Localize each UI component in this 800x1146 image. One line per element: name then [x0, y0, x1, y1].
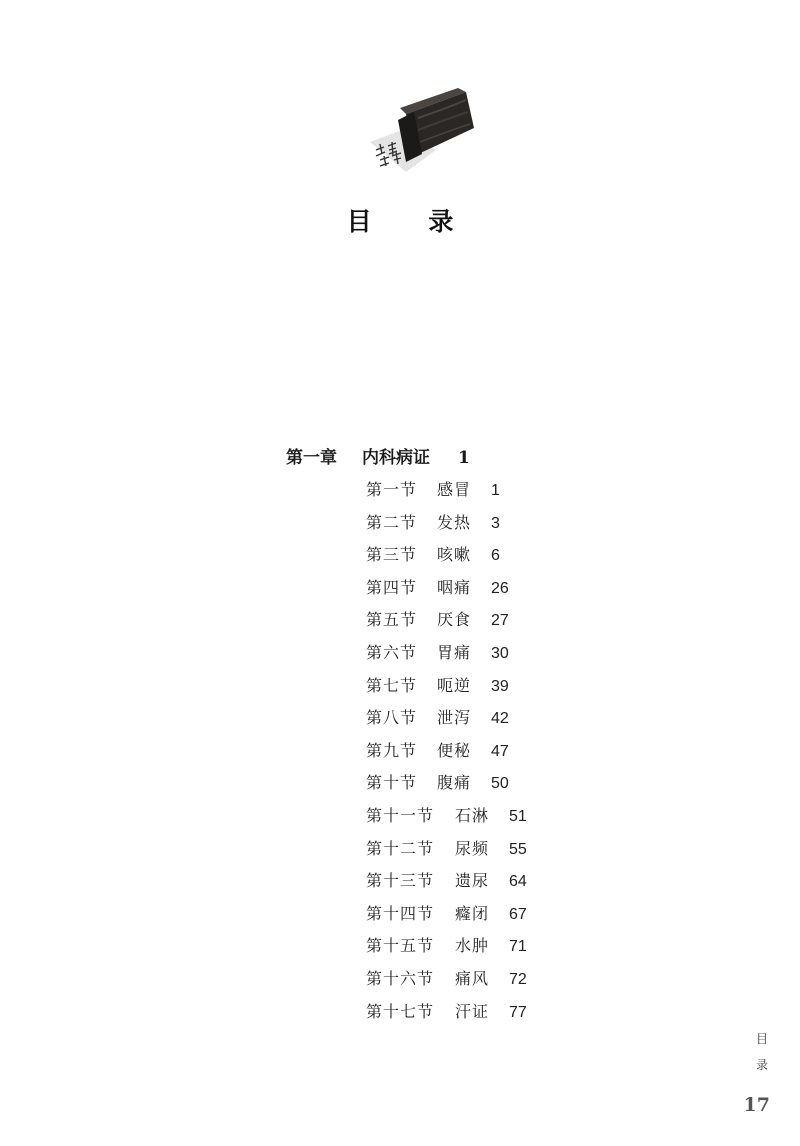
- section-number: 第三节: [366, 545, 418, 565]
- section-name: 便秘: [437, 740, 472, 760]
- chapter-page: 1: [458, 448, 470, 468]
- page-title: 目 录: [346, 207, 478, 236]
- section-number: 第九节: [366, 740, 418, 760]
- toc-section-entry[interactable]: [366, 833, 527, 866]
- toc-section-entry[interactable]: [366, 735, 527, 768]
- section-name: 咳嗽: [437, 545, 472, 565]
- section-page: 72: [509, 970, 527, 988]
- section-page: 27: [491, 612, 509, 630]
- section-page: 71: [509, 938, 527, 956]
- toc-section-entry[interactable]: [366, 670, 527, 703]
- section-name: 汗证: [455, 1001, 490, 1021]
- section-number: 第四节: [366, 577, 418, 597]
- page-number: 17: [743, 1094, 770, 1116]
- toc-section-entry[interactable]: [366, 898, 527, 931]
- section-page: 26: [491, 579, 509, 597]
- section-name: 呃逆: [437, 675, 472, 695]
- section-page: 39: [491, 677, 509, 695]
- section-number: 第十三节: [366, 871, 435, 891]
- section-page: 55: [509, 840, 527, 858]
- section-page: 6: [491, 547, 500, 565]
- toc-chapter-entry[interactable]: [286, 443, 470, 468]
- section-page: 51: [509, 807, 527, 825]
- section-name: 水肿: [455, 936, 490, 956]
- section-page: 67: [509, 905, 527, 923]
- section-number: 第五节: [366, 610, 418, 630]
- toc-section-entry[interactable]: [366, 539, 527, 572]
- section-number: 第七节: [366, 675, 418, 695]
- toc-section-entry[interactable]: [366, 572, 527, 605]
- section-page: 77: [509, 1003, 527, 1021]
- section-number: 第十五节: [366, 936, 435, 956]
- section-page: 1: [491, 482, 500, 499]
- section-name: 遗尿: [455, 871, 490, 891]
- section-number: 第十二节: [366, 838, 435, 858]
- section-number: 第八节: [366, 708, 418, 728]
- section-name: 厌食: [437, 610, 472, 630]
- side-section-tab: [752, 1026, 772, 1078]
- section-name: 腹痛: [437, 773, 472, 793]
- side-tab-char: 目: [755, 1032, 768, 1046]
- toc-section-entry[interactable]: [366, 474, 527, 507]
- toc-section-list: [366, 474, 527, 1028]
- section-name: 石淋: [455, 805, 490, 825]
- section-name: 尿频: [455, 838, 490, 858]
- section-page: 47: [491, 742, 509, 760]
- toc-section-entry[interactable]: [366, 637, 527, 670]
- section-number: 第六节: [366, 642, 418, 662]
- toc-section-entry[interactable]: [366, 865, 527, 898]
- toc-section-entry[interactable]: [366, 963, 527, 996]
- section-number: 第十四节: [366, 903, 435, 923]
- section-name: 痛风: [455, 968, 490, 988]
- section-page: 42: [491, 710, 509, 728]
- section-page: 50: [491, 775, 509, 793]
- toc-section-entry[interactable]: [366, 996, 527, 1029]
- section-number: 第一节: [366, 480, 418, 499]
- toc-section-entry[interactable]: [366, 800, 527, 833]
- toc-section-entry[interactable]: [366, 702, 527, 735]
- section-name: 癃闭: [455, 903, 490, 923]
- toc-section-entry[interactable]: [366, 604, 527, 637]
- section-page: 64: [509, 873, 527, 891]
- section-name: 胃痛: [437, 642, 472, 662]
- toc-section-entry[interactable]: [366, 767, 527, 800]
- chapter-number: 第一章: [286, 448, 337, 468]
- seal-stamp-image: [362, 84, 488, 188]
- section-name: 感冒: [437, 480, 472, 499]
- section-name: 泄泻: [437, 708, 472, 728]
- section-number: 第十一节: [366, 805, 435, 825]
- section-number: 第十七节: [366, 1001, 435, 1021]
- toc-section-entry[interactable]: [366, 507, 527, 540]
- section-page: 3: [491, 514, 500, 532]
- section-number: 第十六节: [366, 968, 435, 988]
- section-name: 发热: [437, 512, 472, 532]
- toc-section-entry[interactable]: [366, 930, 527, 963]
- section-number: 第十节: [366, 773, 418, 793]
- chapter-name: 内科病证: [362, 448, 430, 468]
- section-page: 30: [491, 644, 509, 662]
- section-name: 咽痛: [437, 577, 472, 597]
- side-tab-char: 录: [755, 1058, 768, 1072]
- section-number: 第二节: [366, 512, 418, 532]
